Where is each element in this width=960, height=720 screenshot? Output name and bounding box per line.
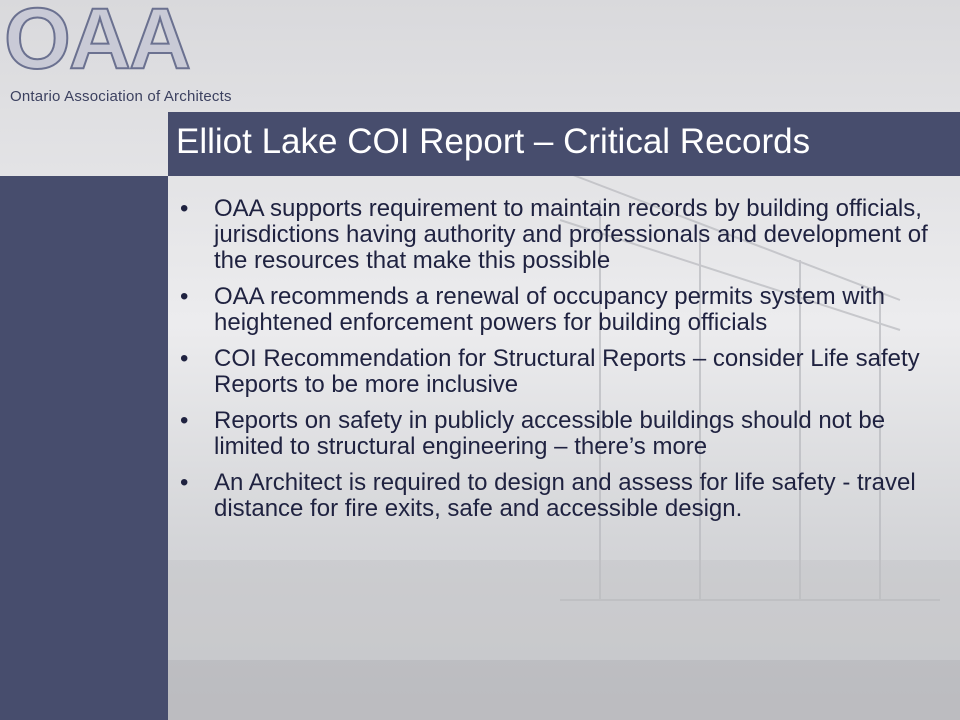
bullet-text: An Architect is required to design and assess for life safety - travel distance for fire exits, safe and accessible design. (214, 469, 916, 522)
logo-letters: OAA (4, 0, 190, 87)
bullet-glyph: • (180, 195, 189, 222)
bullet-item (176, 346, 954, 398)
bullet-item (176, 196, 954, 274)
slide-title: Elliot Lake COI Report – Critical Records (176, 122, 811, 161)
bullet-glyph: • (180, 407, 189, 434)
bullet-glyph: • (180, 345, 189, 372)
oaa-logo (0, 0, 232, 110)
bullet-text: OAA supports requirement to maintain records by building officials, jurisdictions having authority and professionals and development of the resources that make this possible (214, 195, 928, 274)
logo-caption: Ontario Association of Architects (10, 88, 232, 105)
title-bar (168, 112, 960, 176)
bullet-text: Reports on safety in publicly accessible buildings should not be limited to structural engineering – there’s more (214, 407, 886, 460)
bullet-text: COI Recommendation for Structural Reports – consider Life safety Reports to be more inclusive (214, 345, 920, 398)
bullet-glyph: • (180, 283, 189, 310)
bullet-item (176, 408, 954, 460)
bullet-list (176, 196, 954, 532)
bullet-glyph: • (180, 469, 189, 496)
bullet-item (176, 284, 954, 336)
bullet-item (176, 470, 954, 522)
bullet-text: OAA recommends a renewal of occupancy permits system with heightened enforcement powers for building officials (214, 283, 885, 336)
left-navy-band (0, 176, 168, 720)
